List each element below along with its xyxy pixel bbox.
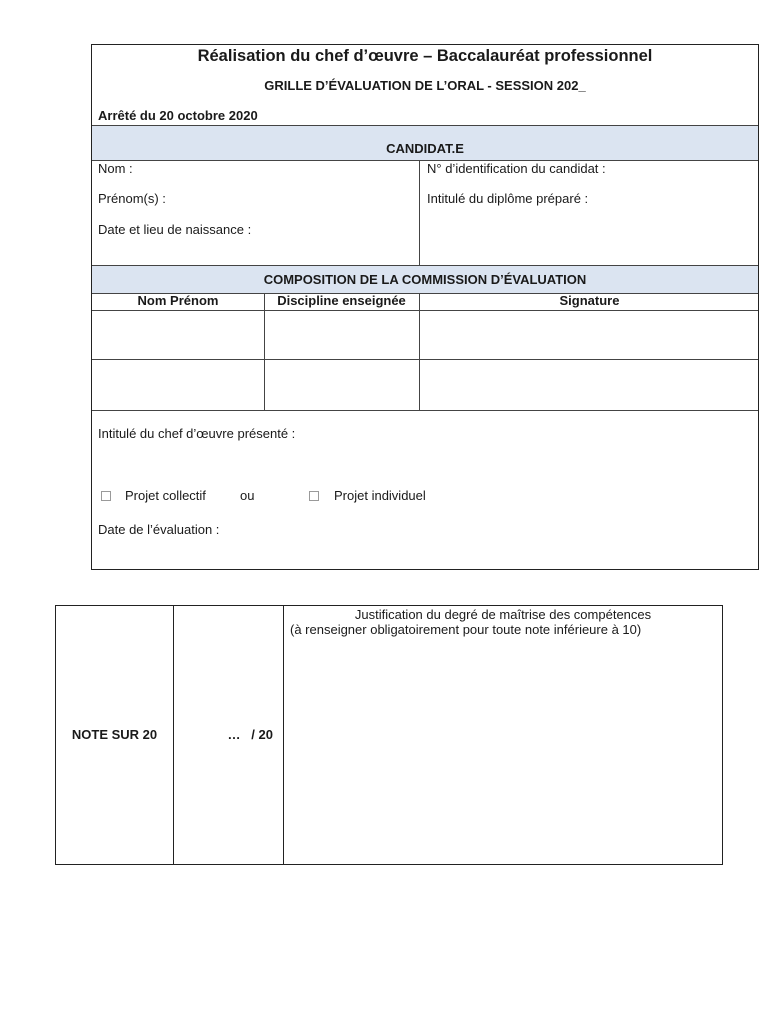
candidate-column-divider <box>419 161 420 265</box>
column-header-nom-prenom: Nom Prénom <box>137 293 219 308</box>
justification-cell[interactable] <box>284 606 722 864</box>
naissance-field-label: Date et lieu de naissance : <box>98 222 252 237</box>
chef-oeuvre-title-label: Intitulé du chef d’œuvre présenté : <box>98 426 296 441</box>
grade-label-cell <box>56 606 174 864</box>
column-header-signature: Signature <box>559 293 620 308</box>
form-title: Réalisation du chef d’œuvre – Baccalauréat professionnel <box>197 47 653 65</box>
nom-field-label: Nom : <box>98 161 133 176</box>
commission-header-divider <box>92 310 758 311</box>
justification-note: (à renseigner obligatoirement pour toute note inférieure à 10) <box>290 622 642 637</box>
grade-value-cell[interactable] <box>174 606 284 864</box>
prenom-field-label: Prénom(s) : <box>98 191 166 206</box>
commission-bottom-divider <box>92 410 758 411</box>
grade-value: … / 20 <box>227 727 273 742</box>
projet-individuel-label: Projet individuel <box>334 488 426 503</box>
evaluation-form <box>91 44 759 570</box>
projet-collectif-label: Projet collectif <box>125 488 206 503</box>
commission-section-header: COMPOSITION DE LA COMMISSION D’ÉVALUATION <box>92 265 758 294</box>
commission-column-divider <box>419 294 420 410</box>
evaluation-date-label: Date de l’évaluation : <box>98 522 220 537</box>
decree-reference: Arrêté du 20 octobre 2020 <box>98 108 258 123</box>
form-subtitle: GRILLE D’ÉVALUATION DE L’ORAL - SESSION 202_ <box>264 78 586 93</box>
candidate-section-header: CANDIDAT.E <box>92 125 758 161</box>
commission-row-divider <box>92 359 758 360</box>
projet-collectif-checkbox[interactable] <box>101 491 111 501</box>
grade-table <box>55 605 723 865</box>
candidate-id-field-label: N° d’identification du candidat : <box>427 161 606 176</box>
justification-title: Justification du degré de maîtrise des compétences <box>354 607 652 622</box>
commission-column-divider <box>264 294 265 410</box>
column-header-discipline: Discipline enseignée <box>277 293 406 308</box>
projet-individuel-checkbox[interactable] <box>309 491 319 501</box>
grade-label: NOTE SUR 20 <box>71 727 158 742</box>
diploma-field-label: Intitulé du diplôme préparé : <box>427 191 589 206</box>
ou-label: ou <box>240 488 255 503</box>
